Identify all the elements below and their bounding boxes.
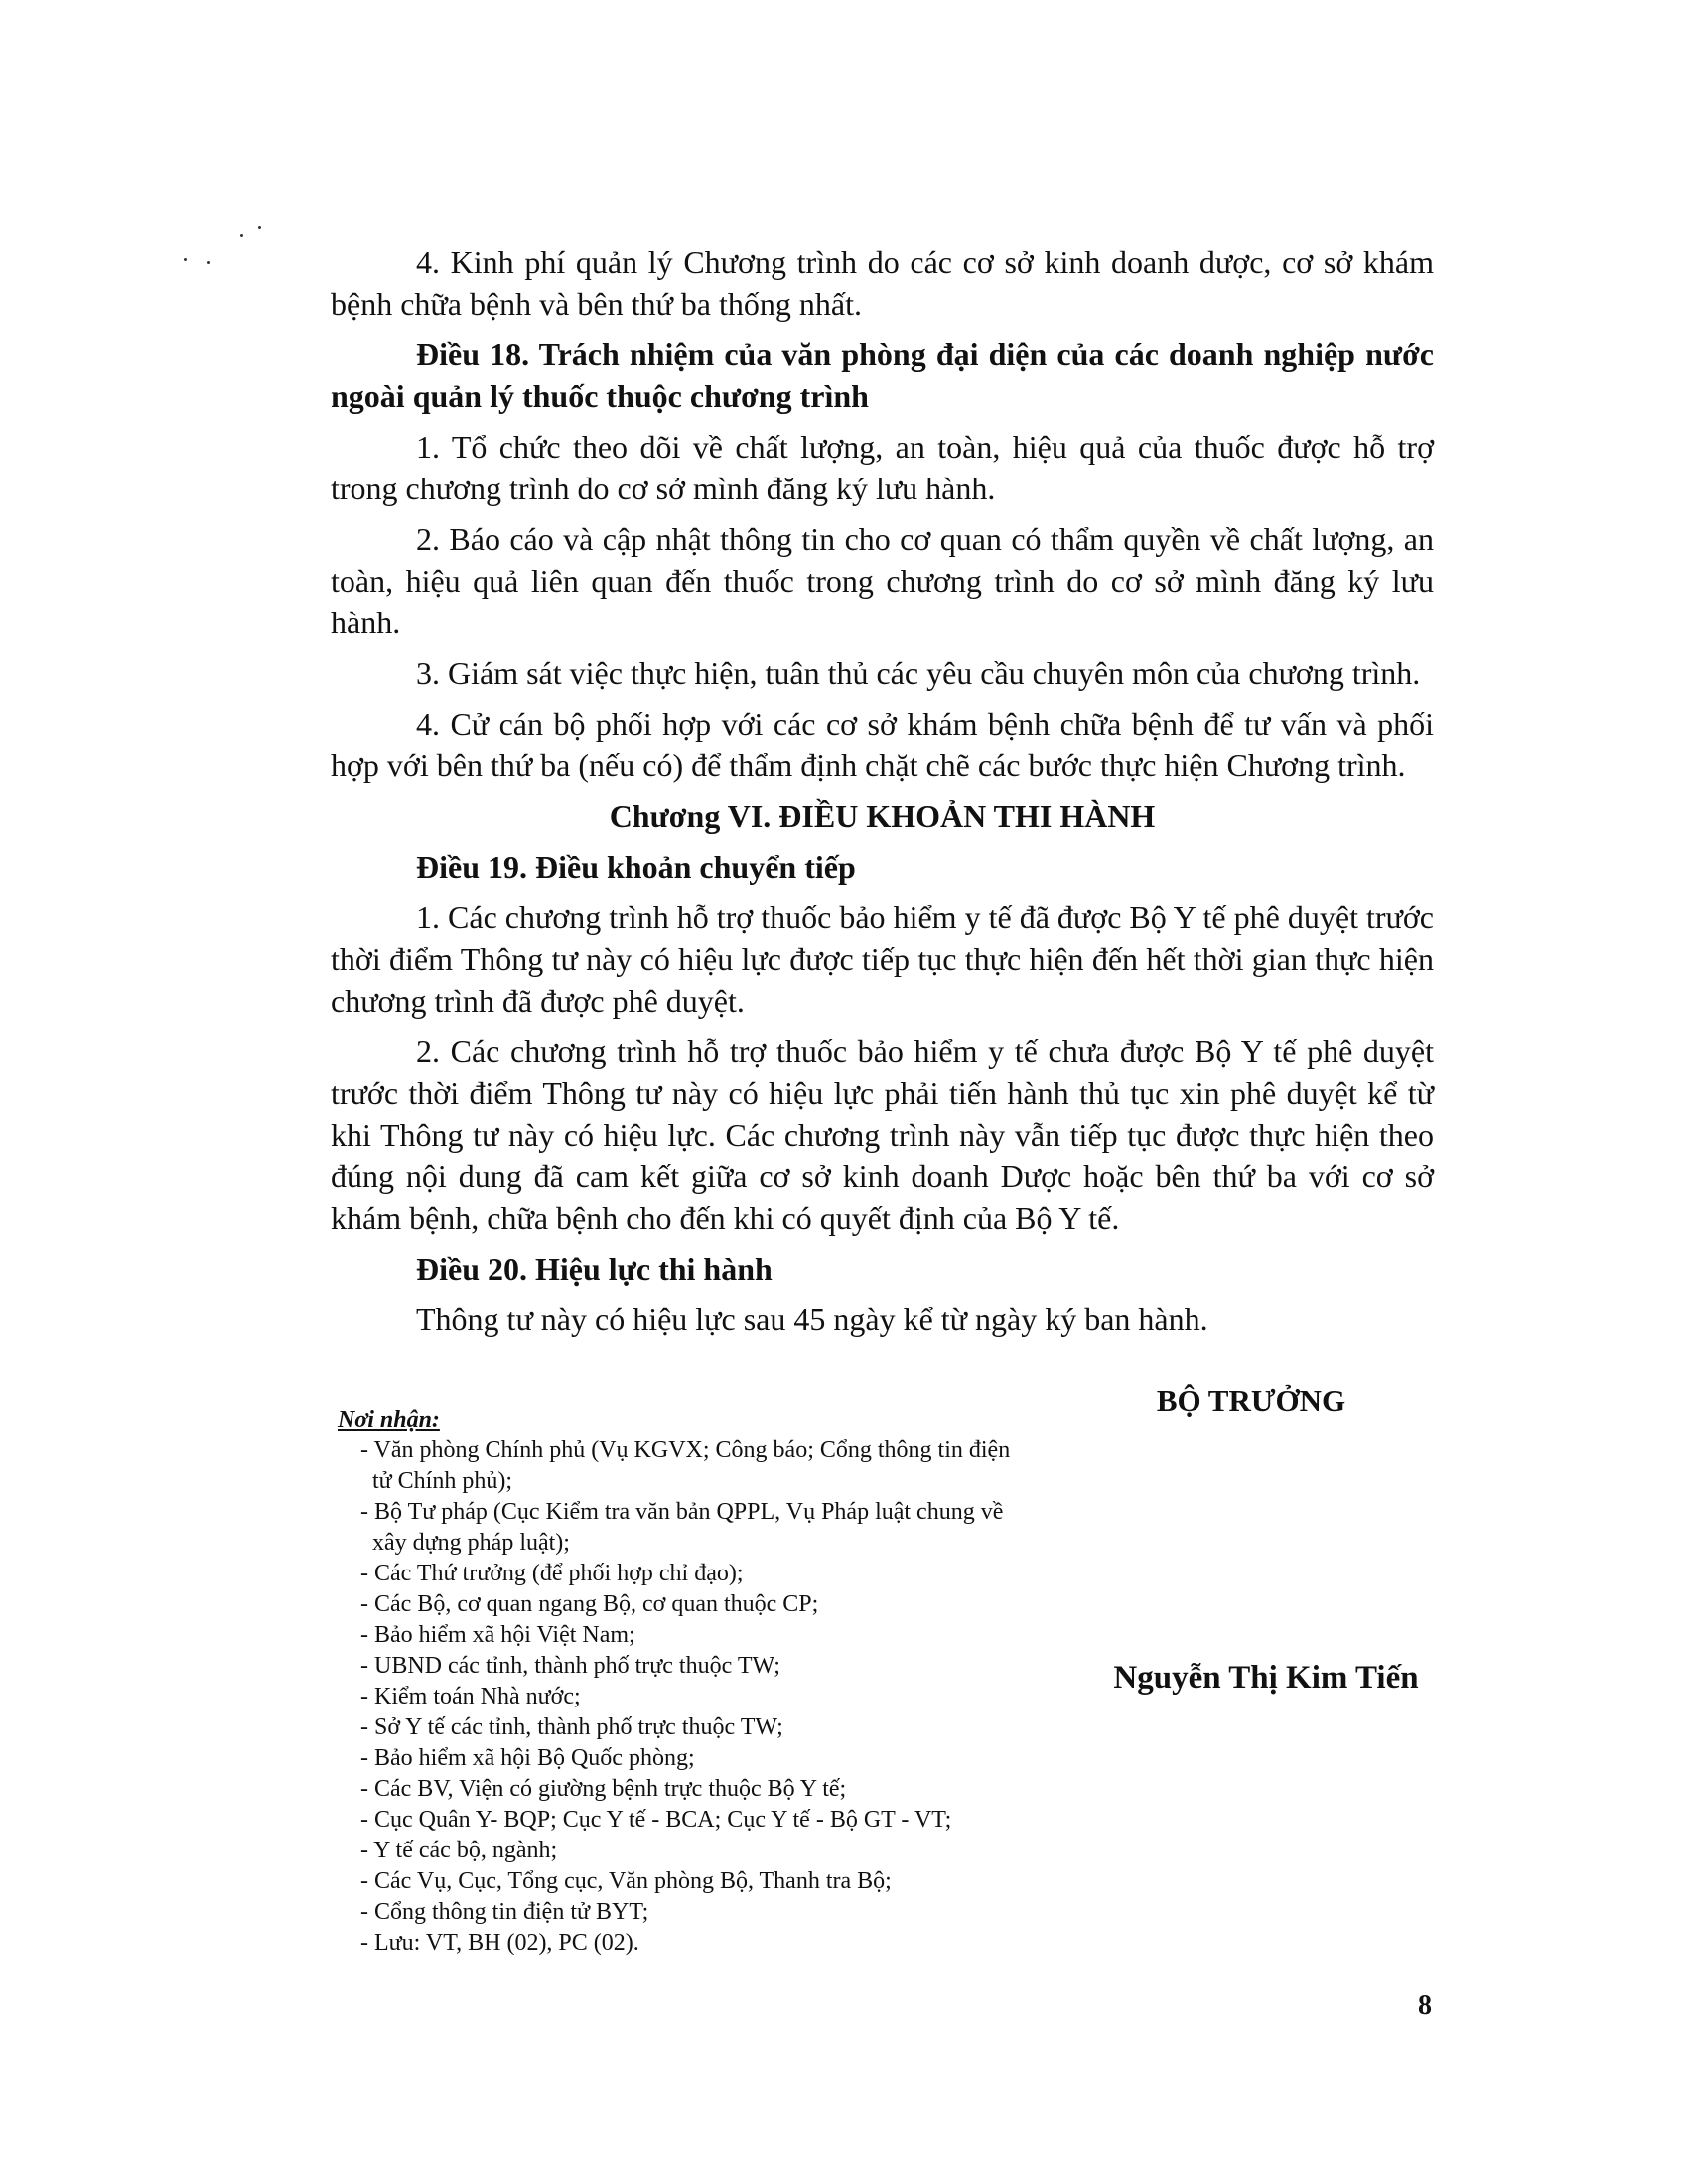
recipients-block [338,1405,1033,1959]
page-number: 8 [1418,1990,1432,2021]
article-heading: Điều 20. Hiệu lực thi hành [416,1251,773,1287]
recipient-item: - Kiểm toán Nhà nước; [360,1684,581,1709]
scan-speck [240,234,243,237]
paragraph: Thông tư này có hiệu lực sau 45 ngày kể từ ngày ký ban hành. [416,1301,1208,1337]
recipient-item: - Bảo hiểm xã hội Bộ Quốc phòng; [360,1745,695,1771]
document-body [331,241,1434,1349]
signer-name: Nguyễn Thị Kim Tiến [1113,1660,1419,1696]
paragraph: 2. Báo cáo và cập nhật thông tin cho cơ quan có thẩm quyền về chất lượng, an toàn, hiệu quả liên quan đến thuốc trong chương trình do cơ sở mình đăng ký lưu hành. [331,521,1434,640]
recipient-item: - Lưu: VT, BH (02), PC (02). [360,1930,639,1956]
recipients-title: Nơi nhận: [338,1407,440,1433]
scan-speck [184,258,187,261]
paragraph: 1. Tổ chức theo dõi về chất lượng, an toàn, hiệu quả của thuốc được hỗ trợ trong chương trình do cơ sở mình đăng ký lưu hành. [331,429,1434,506]
paragraph: 1. Các chương trình hỗ trợ thuốc bảo hiểm y tế đã được Bộ Y tế phê duyệt trước thời điểm Thông tư này có hiệu lực được tiếp tục thực hiện đến hết thời gian thực hiện chương trình đã được phê duyệt. [331,899,1434,1019]
article-heading: Điều 19. Điều khoản chuyển tiếp [416,849,856,885]
recipient-item: - Văn phòng Chính phủ (Vụ KGVX; Công báo; Cổng thông tin điện tử Chính phủ); [360,1437,1011,1494]
recipient-item: - UBND các tỉnh, thành phố trực thuộc TW; [360,1653,780,1679]
scan-speck [207,261,210,264]
paragraph: 3. Giám sát việc thực hiện, tuân thủ các yêu cầu chuyên môn của chương trình. [416,655,1421,691]
recipient-item: - Cổng thông tin điện tử BYT; [360,1899,649,1925]
recipient-item: - Bộ Tư pháp (Cục Kiểm tra văn bản QPPL, Vụ Pháp luật chung về xây dựng pháp luật); [360,1499,1004,1556]
scan-speck [258,226,261,229]
signer-position: BỘ TRƯỞNG [1156,1383,1346,1418]
recipient-item: - Các BV, Viện có giường bệnh trực thuộc Bộ Y tế; [360,1776,847,1802]
recipient-item: - Cục Quân Y- BQP; Cục Y tế - BCA; Cục Y tế - Bộ GT - VT; [360,1807,952,1833]
recipients-list [338,1435,1033,1959]
recipient-item: - Các Vụ, Cục, Tổng cục, Văn phòng Bộ, Thanh tra Bộ; [360,1868,892,1894]
paragraph: 4. Kinh phí quản lý Chương trình do các cơ sở kinh doanh dược, cơ sở khám bệnh chữa bệnh và bên thứ ba thống nhất. [331,244,1434,322]
paragraph: 2. Các chương trình hỗ trợ thuốc bảo hiểm y tế chưa được Bộ Y tế phê duyệt trước thời điểm Thông tư này có hiệu lực phải tiến hành thủ tục xin phê duyệt kể từ khi Thông tư này có hiệu lực. Các chương trình này vẫn tiếp tục được thực hiện theo đúng nội dung đã cam kết giữa cơ sở kinh doanh Dược hoặc bên thứ ba với cơ sở khám bệnh, chữa bệnh cho đến khi có quyết định của Bộ Y tế. [331,1033,1434,1236]
recipient-item: - Các Bộ, cơ quan ngang Bộ, cơ quan thuộc CP; [360,1591,819,1617]
recipient-item: - Bảo hiểm xã hội Việt Nam; [360,1622,635,1648]
recipient-item: - Các Thứ trưởng (để phối hợp chỉ đạo); [360,1561,744,1586]
article-heading: Điều 18. Trách nhiệm của văn phòng đại diện của các doanh nghiệp nước ngoài quản lý thuốc thuộc chương trình [331,337,1434,414]
paragraph: 4. Cử cán bộ phối hợp với các cơ sở khám bệnh chữa bệnh để tư vấn và phối hợp với bên thứ ba (nếu có) để thẩm định chặt chẽ các bước thực hiện Chương trình. [331,706,1434,783]
recipient-item: - Sở Y tế các tỉnh, thành phố trực thuộc TW; [360,1714,783,1740]
recipient-item: - Y tế các bộ, ngành; [360,1838,558,1863]
chapter-heading: Chương VI. ĐIỀU KHOẢN THI HÀNH [609,798,1156,834]
